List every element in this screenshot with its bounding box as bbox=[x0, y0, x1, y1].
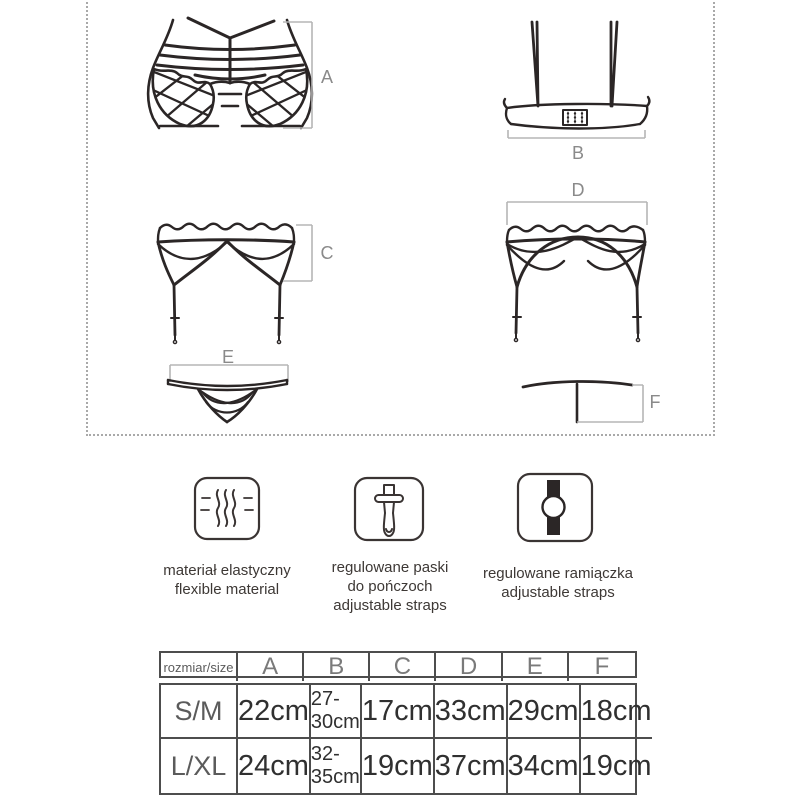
size-table bbox=[159, 651, 652, 795]
column-header-d: D bbox=[436, 653, 502, 681]
size-table-header bbox=[159, 651, 637, 678]
feature-caption-elastic bbox=[141, 561, 313, 599]
table-cell: 24cm bbox=[238, 739, 311, 793]
caption-line: regulowane ramiączka bbox=[482, 565, 634, 582]
table-cell: 32-35cm bbox=[311, 739, 362, 793]
elastic-material-icon bbox=[193, 476, 261, 541]
caption-line: regulowane paski bbox=[331, 559, 449, 576]
caption-line: adjustable straps bbox=[333, 597, 447, 614]
row-size-label: L/XL bbox=[161, 739, 238, 793]
garter-belt-front-drawing bbox=[140, 215, 330, 347]
feature-caption-garter-straps bbox=[308, 558, 472, 615]
column-header-e: E bbox=[503, 653, 569, 681]
column-header-a: A bbox=[238, 653, 304, 681]
column-header-c: C bbox=[370, 653, 436, 681]
measure-bracket-f bbox=[577, 385, 643, 422]
table-cell: 29cm bbox=[508, 685, 581, 739]
table-cell: 18cm bbox=[581, 685, 652, 739]
row-size-label: S/M bbox=[161, 685, 238, 739]
measure-bracket-e bbox=[170, 365, 288, 382]
caption-line: do pończoch bbox=[347, 578, 433, 595]
measure-bracket-d bbox=[507, 202, 647, 225]
measure-label-e: E bbox=[221, 347, 235, 367]
column-header-b: B bbox=[304, 653, 370, 681]
garter-strap-clip-icon bbox=[353, 476, 425, 542]
table-cell: 37cm bbox=[435, 739, 508, 793]
caption-line: adjustable straps bbox=[501, 584, 615, 601]
measure-label-f: F bbox=[649, 392, 661, 412]
table-cell: 19cm bbox=[362, 739, 435, 793]
size-table-corner-label: rozmiar/size bbox=[161, 653, 238, 681]
measure-label-c: C bbox=[320, 243, 334, 263]
strap-drawing bbox=[510, 372, 660, 430]
column-header-f: F bbox=[594, 653, 610, 680]
bra-front-drawing bbox=[140, 8, 330, 134]
table-cell: 27-30cm bbox=[311, 685, 362, 739]
table-cell: 17cm bbox=[362, 685, 435, 739]
table-cell: 22cm bbox=[238, 685, 311, 739]
measure-label-d: D bbox=[571, 180, 585, 200]
table-cell: 34cm bbox=[508, 739, 581, 793]
measure-bracket-b bbox=[508, 130, 645, 138]
measure-bracket-c bbox=[283, 225, 312, 281]
table-cell: 33cm bbox=[435, 685, 508, 739]
measure-label-b: B bbox=[571, 143, 585, 163]
bra-band-back-drawing bbox=[490, 18, 660, 144]
caption-line: flexible material bbox=[174, 581, 280, 598]
feature-caption-adjustable-straps bbox=[468, 564, 648, 602]
size-table-body bbox=[159, 683, 652, 795]
caption-line: materiał elastyczny bbox=[163, 562, 291, 579]
measure-label-a: A bbox=[320, 67, 334, 87]
garter-belt-back-drawing bbox=[490, 185, 660, 347]
adjustable-strap-icon bbox=[516, 472, 594, 543]
table-cell: 19cm bbox=[580, 749, 652, 782]
